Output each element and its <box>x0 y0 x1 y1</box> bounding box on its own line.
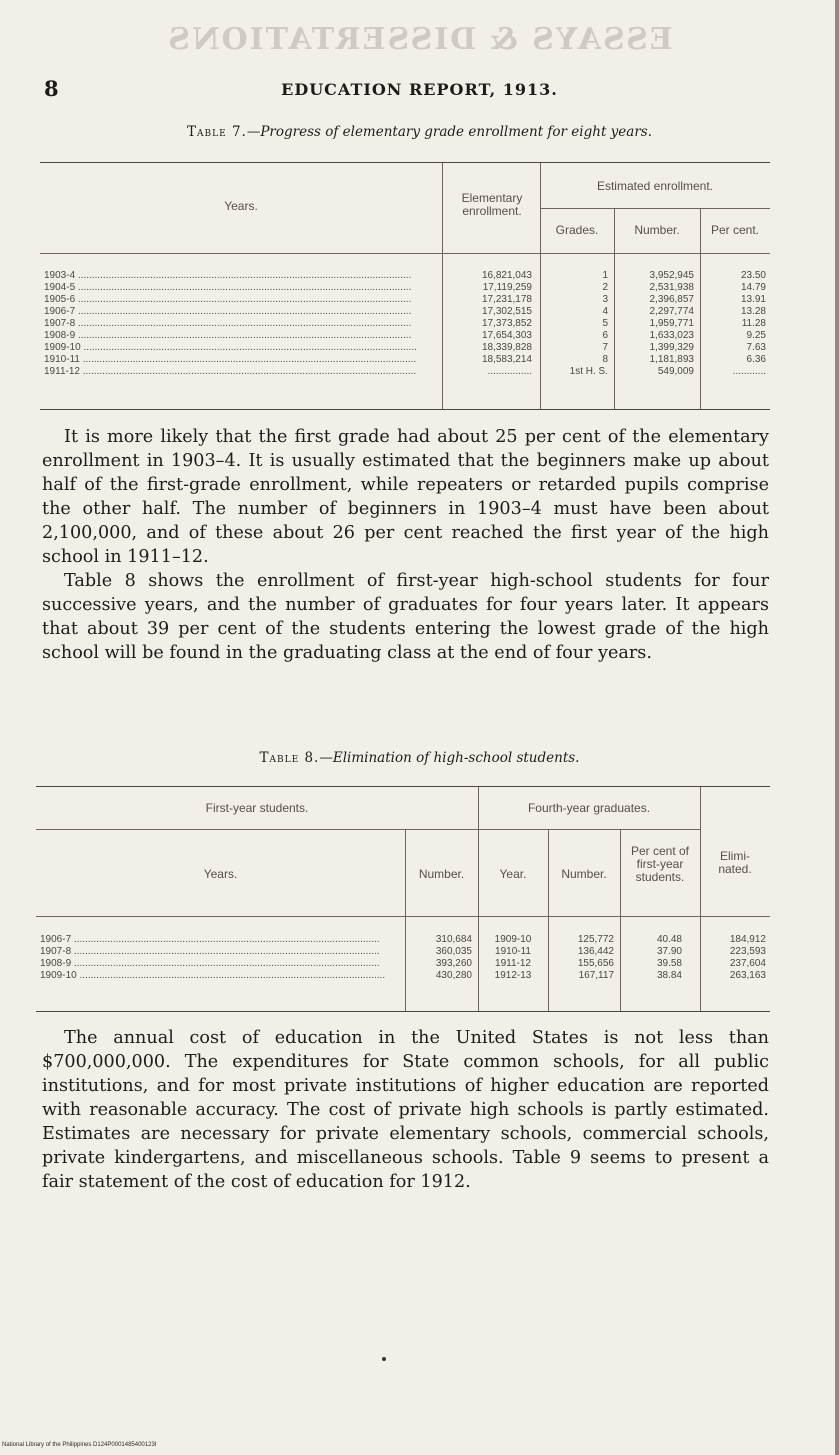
table-cell: 40.48 <box>656 934 682 945</box>
table-cell: 1908-9 ........................................................................................................................ <box>44 330 412 341</box>
table-cell: 1,633,023 <box>649 330 694 341</box>
table-cell: 1907-8 .............................................................................................................. <box>40 946 380 957</box>
table-cell: 1903-4 ........................................................................................................................ <box>44 270 412 281</box>
table-cell: 13.28 <box>740 306 766 317</box>
table-cell: 1909-10 ........................................................................................................................ <box>44 342 417 353</box>
table7-vrule-4 <box>700 209 701 409</box>
table-cell: 9.25 <box>746 330 766 341</box>
table7-header-elementary: Elementary enrollment. <box>461 191 523 218</box>
table-cell: ................ <box>487 366 532 377</box>
table-cell: 1908-9 .............................................................................................................. <box>40 958 380 969</box>
table-cell: 13.91 <box>740 294 766 305</box>
table7-header-percent: Per cent. <box>710 223 760 237</box>
table8-subhead-rule <box>36 829 700 830</box>
body-text-bottom <box>42 1026 769 1194</box>
table7-subhead-rule <box>540 208 770 209</box>
paragraph-3: The annual cost of education in the United States is not less than $700,000,000. The expenditures for State common schools, for all public institutions, and for most private institutions of higher education are reported with reasonable accuracy. The cost of private high schools is partly estimated. Estimates are necessary for private elementary schools, commercial schools, private kindergartens, and miscellaneous schools. Table 9 seems to present a fair statement of the cost of education for 1912. <box>42 1028 769 1192</box>
library-footer: National Library of the Philippines D124P0001485400123I <box>2 1442 157 1448</box>
table-cell: 430,280 <box>435 970 472 981</box>
table7-header-years: Years. <box>224 199 258 213</box>
table8-vrule-3 <box>548 830 549 1011</box>
table8-caption <box>0 750 839 766</box>
table-cell: 17,654,303 <box>481 330 532 341</box>
table7-grades-column <box>544 270 608 378</box>
running-title: EDUCATION REPORT, 1913. <box>281 80 558 99</box>
table-cell: 1910-11 ........................................................................................................................ <box>44 354 417 365</box>
table7-elementary-column <box>446 270 532 378</box>
table8-header-grad-number: Number. <box>561 867 607 881</box>
table8-top-rule <box>36 786 770 787</box>
table8-vrule-1 <box>405 830 406 1011</box>
table7-caption <box>0 124 839 140</box>
table-cell: 6 <box>602 330 608 341</box>
table7-header-number: Number. <box>634 223 680 237</box>
table7-head-rule <box>40 253 770 254</box>
table-cell: 237,604 <box>729 958 766 969</box>
table7-vrule-2 <box>540 163 541 409</box>
table-cell: 1906-7 .............................................................................................................. <box>40 934 380 945</box>
table-cell: 1,399,329 <box>649 342 694 353</box>
table-cell: 16,821,043 <box>481 270 532 281</box>
table-cell: 136,442 <box>577 946 614 957</box>
table8-header-years: Years. <box>203 867 238 881</box>
table8-header-year: Year. <box>499 867 527 881</box>
table8-per-cent-column <box>622 934 682 982</box>
table-cell: 5 <box>602 318 608 329</box>
table8-label: Table 8. <box>259 750 320 766</box>
table-cell: 8 <box>602 354 608 365</box>
table-cell: 360,035 <box>435 946 472 957</box>
table-cell: 393,260 <box>435 958 472 969</box>
table-cell: 1 <box>602 270 608 281</box>
table-cell: 223,593 <box>729 946 766 957</box>
table-cell: 1911-12 <box>495 958 531 969</box>
table7-header-grades: Grades. <box>555 223 599 237</box>
table-cell: 39.58 <box>656 958 682 969</box>
table-cell: 17,373,852 <box>481 318 532 329</box>
table-cell: 1911-12 ........................................................................................................................ <box>44 366 417 377</box>
table8-eliminated-column <box>702 934 766 982</box>
table-cell: 1st H. S. <box>569 366 608 377</box>
table8-header-fourth-year: Fourth-year graduates. <box>527 801 651 815</box>
table-cell: 17,231,178 <box>481 294 532 305</box>
table-cell: 7.63 <box>746 342 766 353</box>
table-cell: 2 <box>602 282 608 293</box>
table8-vrule-4 <box>620 830 621 1011</box>
table-cell: 125,772 <box>577 934 614 945</box>
table8-header-eliminated: Elimi-nated. <box>718 849 752 876</box>
table-cell: 549,009 <box>657 366 694 377</box>
table-cell: 4 <box>602 306 608 317</box>
table-cell: 3 <box>602 294 608 305</box>
table-cell: 23.50 <box>740 270 766 281</box>
table7-bottom-rule <box>40 409 770 410</box>
paragraph-2: Table 8 shows the enrollment of first-year high-school students for four successive years, and the number of graduates for four years later. It appears that about 39 per cent of the students entering the lowest grade of the high school will be found in the graduating class at the end of four years. <box>42 571 769 663</box>
table-cell: 17,119,259 <box>482 282 532 293</box>
table7-header-estimated: Estimated enrollment. <box>596 179 714 193</box>
table-cell: 1906-7 ........................................................................................................................ <box>44 306 412 317</box>
table-cell: 18,339,828 <box>481 342 532 353</box>
page-number: 8 <box>44 76 59 101</box>
table8-header-per-cent: Per cent of first-year students. <box>630 844 690 884</box>
table8-header-first-year: First-year students. <box>205 801 309 815</box>
table7-vrule-1 <box>442 163 443 409</box>
body-text-top <box>42 425 769 665</box>
table-cell: 37.90 <box>656 946 682 957</box>
table8-header-number: Number. <box>418 867 465 881</box>
paragraph-1: It is more likely that the first grade had about 25 per cent of the elementary enrollment in 1903–4. It is usually estimated that the beginners make up about half of the first-grade enrollment, while repeaters or retarded pupils comprise the other half. The number of beginners in 1903–4 must have been about 2,100,000, and of these about 26 per cent reached the first year of the high school in 1911–12. <box>42 427 769 567</box>
table8-head-rule <box>36 916 770 917</box>
table-cell: 2,396,857 <box>649 294 694 305</box>
table7-title: —Progress of elementary grade enrollment for eight years. <box>246 124 652 140</box>
table8-number-column <box>408 934 472 982</box>
table-cell: 38.84 <box>656 970 682 981</box>
table-cell: 17,302,515 <box>481 306 532 317</box>
page-edge <box>835 0 839 1455</box>
table7-label: Table 7. <box>186 124 247 140</box>
table8-vrule-5 <box>700 787 701 1011</box>
table7-top-rule <box>40 162 770 163</box>
table-cell: 2,297,774 <box>649 306 694 317</box>
table8-year-column <box>478 934 548 982</box>
table8-title: —Elimination of high-school students. <box>319 750 580 766</box>
ink-speck <box>382 1357 386 1361</box>
table-cell: 1905-6 ........................................................................................................................ <box>44 294 412 305</box>
table7-number-column <box>616 270 694 378</box>
table-cell: 14.79 <box>740 282 766 293</box>
table7-vrule-3 <box>614 209 615 409</box>
table7-percent-column <box>702 270 766 378</box>
table-cell: 1,181,893 <box>649 354 694 365</box>
table-cell: 1910-11 <box>495 946 531 957</box>
table-cell: 6.36 <box>746 354 766 365</box>
table8-bottom-rule <box>36 1011 770 1012</box>
table-cell: 184,912 <box>729 934 766 945</box>
table8-grad-number-column <box>550 934 614 982</box>
table-cell: 155,656 <box>577 958 614 969</box>
bleed-through-text: ESSAYS & DISSERTATIONS <box>166 22 673 57</box>
table-cell: 18,583,214 <box>481 354 532 365</box>
table-cell: 1904-5 ........................................................................................................................ <box>44 282 412 293</box>
table-cell: 3,952,945 <box>649 270 694 281</box>
table-cell: 1,959,771 <box>649 318 694 329</box>
table7-years-column <box>44 270 438 378</box>
table-cell: 2,531,938 <box>649 282 694 293</box>
table8-years-column <box>40 934 400 982</box>
table-cell: 167,117 <box>578 970 614 981</box>
table-cell: 1907-8 ........................................................................................................................ <box>44 318 412 329</box>
table-cell: 1909-10 <box>494 934 532 945</box>
table-cell: 1909-10 .............................................................................................................. <box>40 970 386 981</box>
table-cell: 263,163 <box>729 970 766 981</box>
table-cell: ............ <box>732 366 766 377</box>
table-cell: 11.28 <box>741 318 766 329</box>
table-cell: 7 <box>602 342 608 353</box>
table-cell: 1912-13 <box>494 970 532 981</box>
table-cell: 310,684 <box>435 934 472 945</box>
